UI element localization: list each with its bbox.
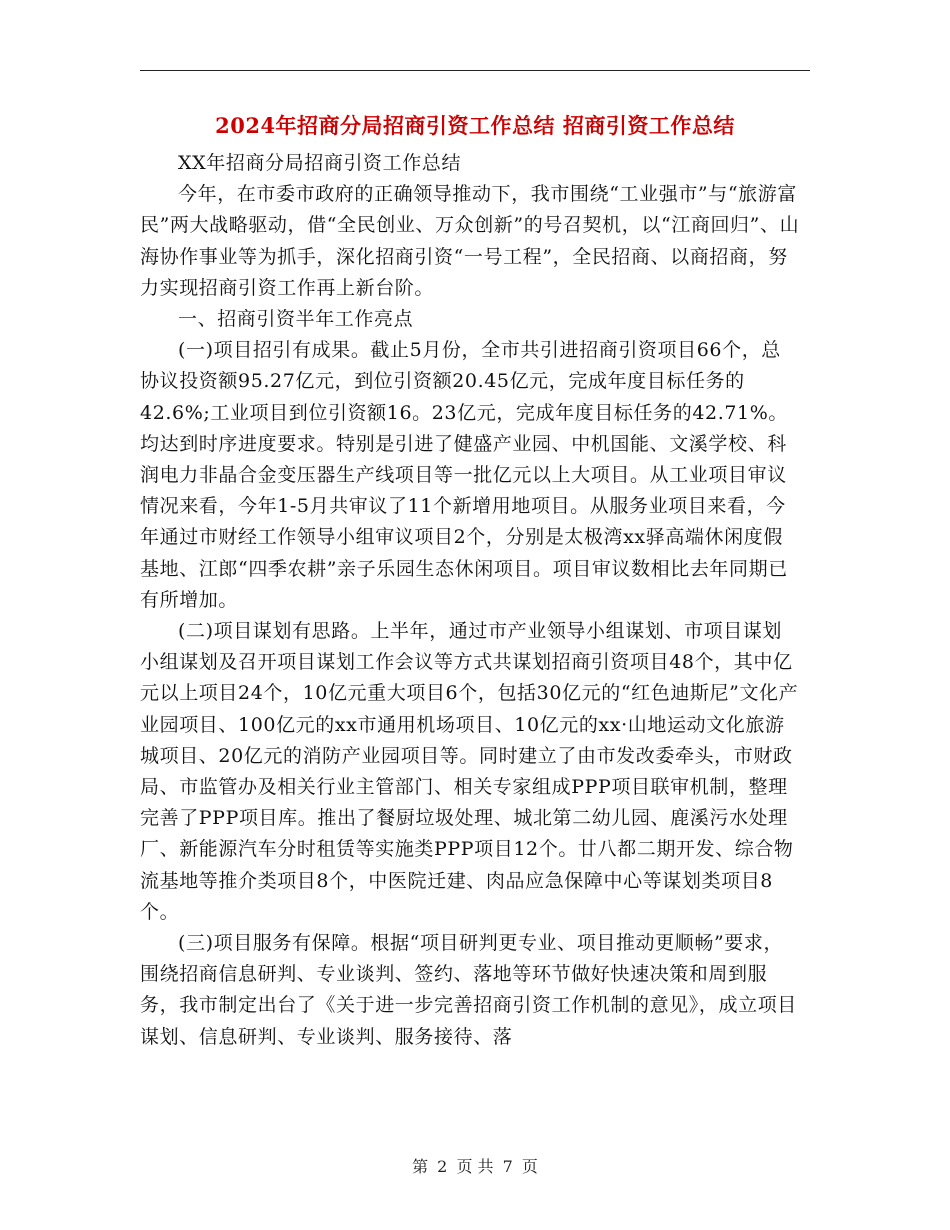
paragraph-subtitle: XX年招商分局招商引资工作总结	[178, 152, 462, 174]
total-page-count: 7	[502, 1157, 513, 1176]
document-body	[140, 148, 840, 1053]
section-heading: 一、招商引资半年工作亮点	[178, 308, 414, 331]
paragraph-item-1: (一)项目招引有成果。截止5月份，全市共引进招商引资项目66个，总协议投资额95.27亿元，到位引资额20.45亿元，完成年度目标任务的42.6%;工业项目到位引资额16。23亿元，完成年度目标任务的42.71%。均达到时序进度要求。特别是引进了健盛产业园、中机国能、文溪学校、科润电力非晶合金变压器生产线项目等一批亿元以上大项目。从工业项目审议情况来看，今年1-5月共审议了11个新增用地项目。从服务业项目来看，今年通过市财经工作领导小组审议项目2个，分别是太极湾xx驿高端休闲度假基地、江郎“四季农耕”亲子乐园生态休闲项目。项目审议数相比去年同期已有所增加。	[140, 339, 788, 611]
paragraph-item-3: (三)项目服务有保障。根据“项目研判更专业、项目推动更顺畅”要求，围绕招商信息研判、专业谈判、签约、落地等环节做好快速决策和周到服务，我市制定出台了《关于进一步完善招商引资工作机制的意见》，成立项目谋划、信息研判、专业谈判、服务接待、落	[140, 932, 797, 1048]
page-footer	[0, 1154, 950, 1177]
paragraph-item-2: (二)项目谋划有思路。上半年，通过市产业领导小组谋划、市项目谋划小组谋划及召开项目谋划工作会议等方式共谋划招商引资项目48个，其中亿元以上项目24个，10亿元重大项目6个，包括30亿元的“红色迪斯尼”文化产业园项目、100亿元的xx市通用机场项目、10亿元的xx·山地运动文化旅游城项目、20亿元的消防产业园项目等。同时建立了由市发改委牵头，市财政局、市监管办及相关行业主管部门、相关专家组成PPP项目联审机制，整理完善了PPP项目库。推出了餐厨垃圾处理、城北第二幼儿园、鹿溪污水处理厂、新能源汽车分时租赁等实施类PPP项目12个。廿八都二期开发、综合物流基地等推介类项目8个，中医院迁建、肉品应急保障中心等谋划类项目8个。	[140, 620, 799, 923]
current-page-number: 2	[437, 1157, 448, 1176]
paragraph-intro: 今年，在市委市政府的正确领导推动下，我市围绕“工业强市”与“旅游富民”两大战略驱动，借“全民创业、万众创新”的号召契机，以“江商回归”、山海协作事业等为抓手，深化招商引资“一号工程”，全民招商、以商招商，努力实现招商引资工作再上新台阶。	[140, 183, 800, 299]
footer-suffix: 页	[521, 1157, 538, 1176]
document-title: 2024年招商分局招商引资工作总结 招商引资工作总结	[215, 113, 735, 138]
footer-prefix: 第	[412, 1157, 429, 1176]
footer-middle: 页 共	[456, 1157, 494, 1176]
header-rule	[140, 70, 810, 71]
